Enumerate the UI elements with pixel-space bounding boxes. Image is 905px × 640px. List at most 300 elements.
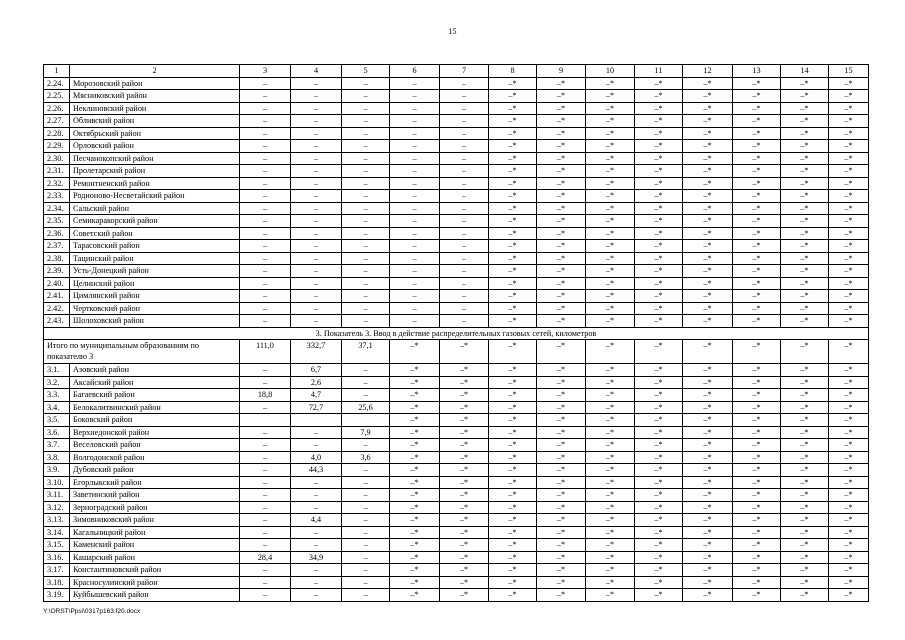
value-cell: –* <box>537 152 586 165</box>
value-cell: –* <box>829 115 869 128</box>
table-row <box>44 526 869 539</box>
value-cell: – <box>291 290 342 303</box>
value-cell: –* <box>635 152 683 165</box>
value-cell: – <box>291 77 342 90</box>
value-cell: –* <box>781 389 829 402</box>
value-cell: –* <box>440 426 489 439</box>
value-cell: –* <box>635 564 683 577</box>
value-cell: –* <box>829 576 869 589</box>
value-cell: –* <box>829 190 869 203</box>
district-name: Неклиновский район <box>70 102 240 115</box>
value-cell: – <box>342 90 390 103</box>
value-cell: – <box>240 501 291 514</box>
value-cell: – <box>240 165 291 178</box>
value-cell: – <box>440 315 489 328</box>
value-cell: –* <box>829 489 869 502</box>
value-cell: –* <box>683 277 733 290</box>
value-cell: –* <box>781 526 829 539</box>
value-cell: –* <box>586 451 635 464</box>
value-cell: –* <box>586 476 635 489</box>
row-number: 2.30. <box>44 152 70 165</box>
table-row <box>44 401 869 414</box>
value-cell: – <box>440 277 489 290</box>
value-cell: – <box>291 215 342 228</box>
table-row <box>44 202 869 215</box>
value-cell: –* <box>537 227 586 240</box>
value-cell: –* <box>586 277 635 290</box>
value-cell: –* <box>537 140 586 153</box>
value-cell: –* <box>489 215 537 228</box>
value-cell: –* <box>440 414 489 427</box>
value-cell: –* <box>390 551 440 564</box>
row-number: 2.35. <box>44 215 70 228</box>
value-cell: –* <box>781 77 829 90</box>
value-cell: –* <box>829 215 869 228</box>
value-cell: – <box>291 240 342 253</box>
value-cell: – <box>240 589 291 602</box>
column-number-cell: 4 <box>291 65 342 78</box>
row-number: 2.27. <box>44 115 70 128</box>
row-number: 2.36. <box>44 227 70 240</box>
value-cell: –* <box>683 90 733 103</box>
value-cell: –* <box>537 277 586 290</box>
value-cell: –* <box>635 102 683 115</box>
row-number: 2.26. <box>44 102 70 115</box>
value-cell: – <box>390 165 440 178</box>
value-cell: – <box>342 589 390 602</box>
value-cell: – <box>240 115 291 128</box>
value-cell: –* <box>829 451 869 464</box>
value-cell: – <box>342 551 390 564</box>
column-number-cell: 9 <box>537 65 586 78</box>
value-cell: –* <box>829 152 869 165</box>
value-cell: –* <box>489 401 537 414</box>
table-row <box>44 140 869 153</box>
value-cell: – <box>390 77 440 90</box>
value-cell: –* <box>733 476 781 489</box>
row-number: 2.40. <box>44 277 70 290</box>
value-cell: –* <box>829 401 869 414</box>
value-cell: –* <box>733 551 781 564</box>
district-name: Боковский район <box>70 414 240 427</box>
value-cell: – <box>291 439 342 452</box>
value-cell: – <box>240 564 291 577</box>
value-cell: –* <box>586 265 635 278</box>
value-cell: – <box>240 302 291 315</box>
value-cell: –* <box>537 265 586 278</box>
value-cell: –* <box>489 389 537 402</box>
value-cell: – <box>440 227 489 240</box>
value-cell: –* <box>683 464 733 477</box>
value-cell: –* <box>733 90 781 103</box>
table-row <box>44 165 869 178</box>
value-cell: –* <box>683 265 733 278</box>
value-cell: –* <box>733 376 781 389</box>
row-number: 3.1. <box>44 364 70 377</box>
value-cell: – <box>240 140 291 153</box>
table-row <box>44 514 869 527</box>
value-cell: – <box>440 240 489 253</box>
value-cell: – <box>240 489 291 502</box>
value-cell: – <box>291 315 342 328</box>
table-row <box>44 414 869 427</box>
value-cell: –* <box>635 389 683 402</box>
value-cell: –* <box>683 77 733 90</box>
value-cell: – <box>342 252 390 265</box>
value-cell: –* <box>537 464 586 477</box>
value-cell: – <box>390 190 440 203</box>
indicator-table <box>43 64 869 602</box>
value-cell: – <box>240 215 291 228</box>
row-number: 3.7. <box>44 439 70 452</box>
value-cell: –* <box>489 464 537 477</box>
value-cell: –* <box>489 576 537 589</box>
value-cell: 34,9 <box>291 551 342 564</box>
district-name: Красносулинский район <box>70 576 240 589</box>
value-cell: –* <box>829 140 869 153</box>
value-cell: –* <box>537 77 586 90</box>
value-cell: –* <box>440 589 489 602</box>
total-value-cell: –* <box>683 340 733 364</box>
value-cell: –* <box>586 165 635 178</box>
value-cell: 4,0 <box>291 451 342 464</box>
value-cell: –* <box>489 290 537 303</box>
value-cell: –* <box>586 202 635 215</box>
value-cell: – <box>291 265 342 278</box>
value-cell: – <box>240 177 291 190</box>
total-value-cell: 111,0 <box>240 340 291 364</box>
value-cell: – <box>390 227 440 240</box>
value-cell: –* <box>733 202 781 215</box>
value-cell: – <box>342 364 390 377</box>
value-cell: –* <box>390 426 440 439</box>
value-cell: –* <box>635 240 683 253</box>
value-cell: –* <box>829 277 869 290</box>
value-cell: –* <box>781 576 829 589</box>
value-cell: –* <box>440 439 489 452</box>
value-cell: –* <box>537 414 586 427</box>
value-cell: –* <box>489 102 537 115</box>
value-cell: – <box>390 252 440 265</box>
value-cell: – <box>291 539 342 552</box>
total-value-cell: –* <box>537 340 586 364</box>
value-cell: – <box>291 302 342 315</box>
value-cell: – <box>390 202 440 215</box>
total-value-cell: –* <box>733 340 781 364</box>
value-cell: –* <box>781 564 829 577</box>
district-name: Родионово-Несветайский район <box>70 190 240 203</box>
district-name: Верхнедонской район <box>70 426 240 439</box>
row-number: 3.6. <box>44 426 70 439</box>
value-cell: –* <box>586 252 635 265</box>
value-cell: –* <box>635 576 683 589</box>
value-cell: – <box>240 202 291 215</box>
value-cell: – <box>440 190 489 203</box>
column-number-cell: 1 <box>44 65 70 78</box>
value-cell: – <box>440 252 489 265</box>
total-value-cell: –* <box>489 340 537 364</box>
value-cell: –* <box>683 539 733 552</box>
value-cell: –* <box>537 589 586 602</box>
value-cell: 44,3 <box>291 464 342 477</box>
value-cell: –* <box>635 190 683 203</box>
value-cell: – <box>342 439 390 452</box>
value-cell: –* <box>440 376 489 389</box>
district-name: Октябрьский район <box>70 127 240 140</box>
value-cell: – <box>342 489 390 502</box>
value-cell: – <box>342 376 390 389</box>
district-name: Ремонтненский район <box>70 177 240 190</box>
value-cell: 72,7 <box>291 401 342 414</box>
value-cell: –* <box>537 215 586 228</box>
value-cell: –* <box>440 564 489 577</box>
column-number-cell: 3 <box>240 65 291 78</box>
value-cell: – <box>240 315 291 328</box>
value-cell: –* <box>781 376 829 389</box>
value-cell: –* <box>635 115 683 128</box>
value-cell: –* <box>586 102 635 115</box>
value-cell: –* <box>829 127 869 140</box>
value-cell: –* <box>635 265 683 278</box>
value-cell: 28,4 <box>240 551 291 564</box>
value-cell: –* <box>586 401 635 414</box>
value-cell: –* <box>683 302 733 315</box>
value-cell: –* <box>683 401 733 414</box>
value-cell: –* <box>537 376 586 389</box>
value-cell: –* <box>390 501 440 514</box>
value-cell: –* <box>390 564 440 577</box>
value-cell: –* <box>489 127 537 140</box>
row-number: 2.34. <box>44 202 70 215</box>
value-cell: –* <box>489 451 537 464</box>
column-number-cell: 15 <box>829 65 869 78</box>
value-cell: –* <box>586 227 635 240</box>
table-row <box>44 389 869 402</box>
total-value-cell: –* <box>635 340 683 364</box>
value-cell: –* <box>683 364 733 377</box>
district-name: Зимовниковский район <box>70 514 240 527</box>
value-cell: – <box>291 90 342 103</box>
district-name: Куйбышевский район <box>70 589 240 602</box>
value-cell: – <box>291 277 342 290</box>
district-name: Пролетарский район <box>70 165 240 178</box>
district-name: Сальский район <box>70 202 240 215</box>
value-cell: –* <box>390 439 440 452</box>
value-cell: –* <box>829 90 869 103</box>
column-number-cell: 7 <box>440 65 489 78</box>
value-cell: –* <box>489 489 537 502</box>
value-cell: – <box>342 127 390 140</box>
value-cell: – <box>240 90 291 103</box>
value-cell: –* <box>733 252 781 265</box>
value-cell: – <box>240 451 291 464</box>
value-cell: –* <box>683 514 733 527</box>
value-cell: –* <box>635 77 683 90</box>
value-cell: – <box>390 102 440 115</box>
value-cell: – <box>342 190 390 203</box>
value-cell: –* <box>537 165 586 178</box>
value-cell: –* <box>781 215 829 228</box>
row-number: 3.4. <box>44 401 70 414</box>
value-cell: –* <box>586 389 635 402</box>
value-cell: –* <box>586 302 635 315</box>
total-value-cell: –* <box>829 340 869 364</box>
value-cell: –* <box>586 177 635 190</box>
value-cell: –* <box>635 489 683 502</box>
value-cell: –* <box>829 202 869 215</box>
value-cell: –* <box>390 514 440 527</box>
value-cell: –* <box>537 190 586 203</box>
value-cell: –* <box>781 315 829 328</box>
value-cell: –* <box>781 589 829 602</box>
table-row <box>44 277 869 290</box>
value-cell: – <box>342 576 390 589</box>
section-title: 3. Показатель 3. Ввод в действие распределительных газовых сетей, километров <box>44 327 869 340</box>
value-cell: –* <box>733 165 781 178</box>
value-cell: –* <box>683 140 733 153</box>
value-cell: –* <box>489 277 537 290</box>
value-cell: –* <box>586 414 635 427</box>
value-cell: –* <box>537 451 586 464</box>
district-name: Семикаракорский район <box>70 215 240 228</box>
column-number-cell: 14 <box>781 65 829 78</box>
value-cell: – <box>390 215 440 228</box>
value-cell: –* <box>781 414 829 427</box>
value-cell: – <box>240 576 291 589</box>
value-cell: –* <box>586 501 635 514</box>
district-name: Веселовский район <box>70 439 240 452</box>
value-cell: –* <box>586 564 635 577</box>
value-cell: –* <box>537 439 586 452</box>
value-cell: 18,8 <box>240 389 291 402</box>
value-cell: –* <box>635 476 683 489</box>
value-cell: –* <box>635 439 683 452</box>
value-cell: –* <box>635 526 683 539</box>
row-number: 3.12. <box>44 501 70 514</box>
value-cell: – <box>291 501 342 514</box>
value-cell: –* <box>635 539 683 552</box>
row-number: 3.19. <box>44 589 70 602</box>
value-cell: –* <box>489 227 537 240</box>
table-row <box>44 576 869 589</box>
value-cell: – <box>291 589 342 602</box>
value-cell: – <box>390 115 440 128</box>
value-cell: – <box>342 177 390 190</box>
value-cell: –* <box>489 414 537 427</box>
value-cell: –* <box>635 277 683 290</box>
value-cell: – <box>240 277 291 290</box>
value-cell: –* <box>781 551 829 564</box>
value-cell: –* <box>489 551 537 564</box>
value-cell: –* <box>635 401 683 414</box>
value-cell: –* <box>635 127 683 140</box>
value-cell: –* <box>829 240 869 253</box>
value-cell: –* <box>390 464 440 477</box>
value-cell: –* <box>683 526 733 539</box>
district-name: Волгодонской район <box>70 451 240 464</box>
row-number: 3.14. <box>44 526 70 539</box>
value-cell: – <box>440 77 489 90</box>
value-cell: –* <box>635 414 683 427</box>
value-cell: –* <box>537 526 586 539</box>
value-cell: – <box>240 227 291 240</box>
value-cell: –* <box>390 476 440 489</box>
row-number: 2.42. <box>44 302 70 315</box>
value-cell: –* <box>781 252 829 265</box>
value-cell: – <box>342 277 390 290</box>
table-row <box>44 127 869 140</box>
table-row <box>44 152 869 165</box>
value-cell: –* <box>537 252 586 265</box>
value-cell: –* <box>489 115 537 128</box>
district-name: Шолоховский район <box>70 315 240 328</box>
value-cell: – <box>240 127 291 140</box>
row-number: 2.29. <box>44 140 70 153</box>
value-cell: –* <box>683 414 733 427</box>
value-cell: –* <box>829 526 869 539</box>
value-cell: –* <box>829 77 869 90</box>
value-cell: –* <box>537 426 586 439</box>
value-cell: –* <box>733 302 781 315</box>
value-cell: – <box>440 290 489 303</box>
value-cell: 25,6 <box>342 401 390 414</box>
value-cell: –* <box>440 476 489 489</box>
value-cell: – <box>240 376 291 389</box>
value-cell: –* <box>733 77 781 90</box>
file-path-footer: Y:\ORST\Ppsi\0317p163.f20.docx <box>43 608 141 615</box>
district-name: Дубовский район <box>70 464 240 477</box>
value-cell: –* <box>489 439 537 452</box>
value-cell: – <box>240 539 291 552</box>
district-name: Заветинский район <box>70 489 240 502</box>
value-cell: –* <box>537 315 586 328</box>
table-row <box>44 501 869 514</box>
value-cell: – <box>390 140 440 153</box>
value-cell: – <box>240 102 291 115</box>
total-value-cell: –* <box>781 340 829 364</box>
value-cell: –* <box>733 265 781 278</box>
value-cell: –* <box>440 501 489 514</box>
value-cell: –* <box>829 389 869 402</box>
row-number: 3.15. <box>44 539 70 552</box>
district-name: Белокалитвинский район <box>70 401 240 414</box>
value-cell: –* <box>683 476 733 489</box>
value-cell: –* <box>489 152 537 165</box>
table-row <box>44 564 869 577</box>
value-cell: –* <box>440 451 489 464</box>
column-number-cell: 12 <box>683 65 733 78</box>
value-cell: –* <box>683 451 733 464</box>
value-cell: –* <box>829 227 869 240</box>
value-cell: – <box>440 115 489 128</box>
value-cell: –* <box>390 364 440 377</box>
row-number: 3.18. <box>44 576 70 589</box>
value-cell: – <box>291 127 342 140</box>
value-cell: –* <box>829 414 869 427</box>
value-cell: –* <box>586 90 635 103</box>
row-number: 3.17. <box>44 564 70 577</box>
value-cell: – <box>291 227 342 240</box>
row-number: 3.8. <box>44 451 70 464</box>
value-cell: – <box>291 476 342 489</box>
row-number: 2.24. <box>44 77 70 90</box>
table-row <box>44 589 869 602</box>
value-cell: –* <box>781 240 829 253</box>
value-cell: – <box>390 290 440 303</box>
value-cell: – <box>390 90 440 103</box>
table-row <box>44 302 869 315</box>
value-cell: –* <box>683 115 733 128</box>
